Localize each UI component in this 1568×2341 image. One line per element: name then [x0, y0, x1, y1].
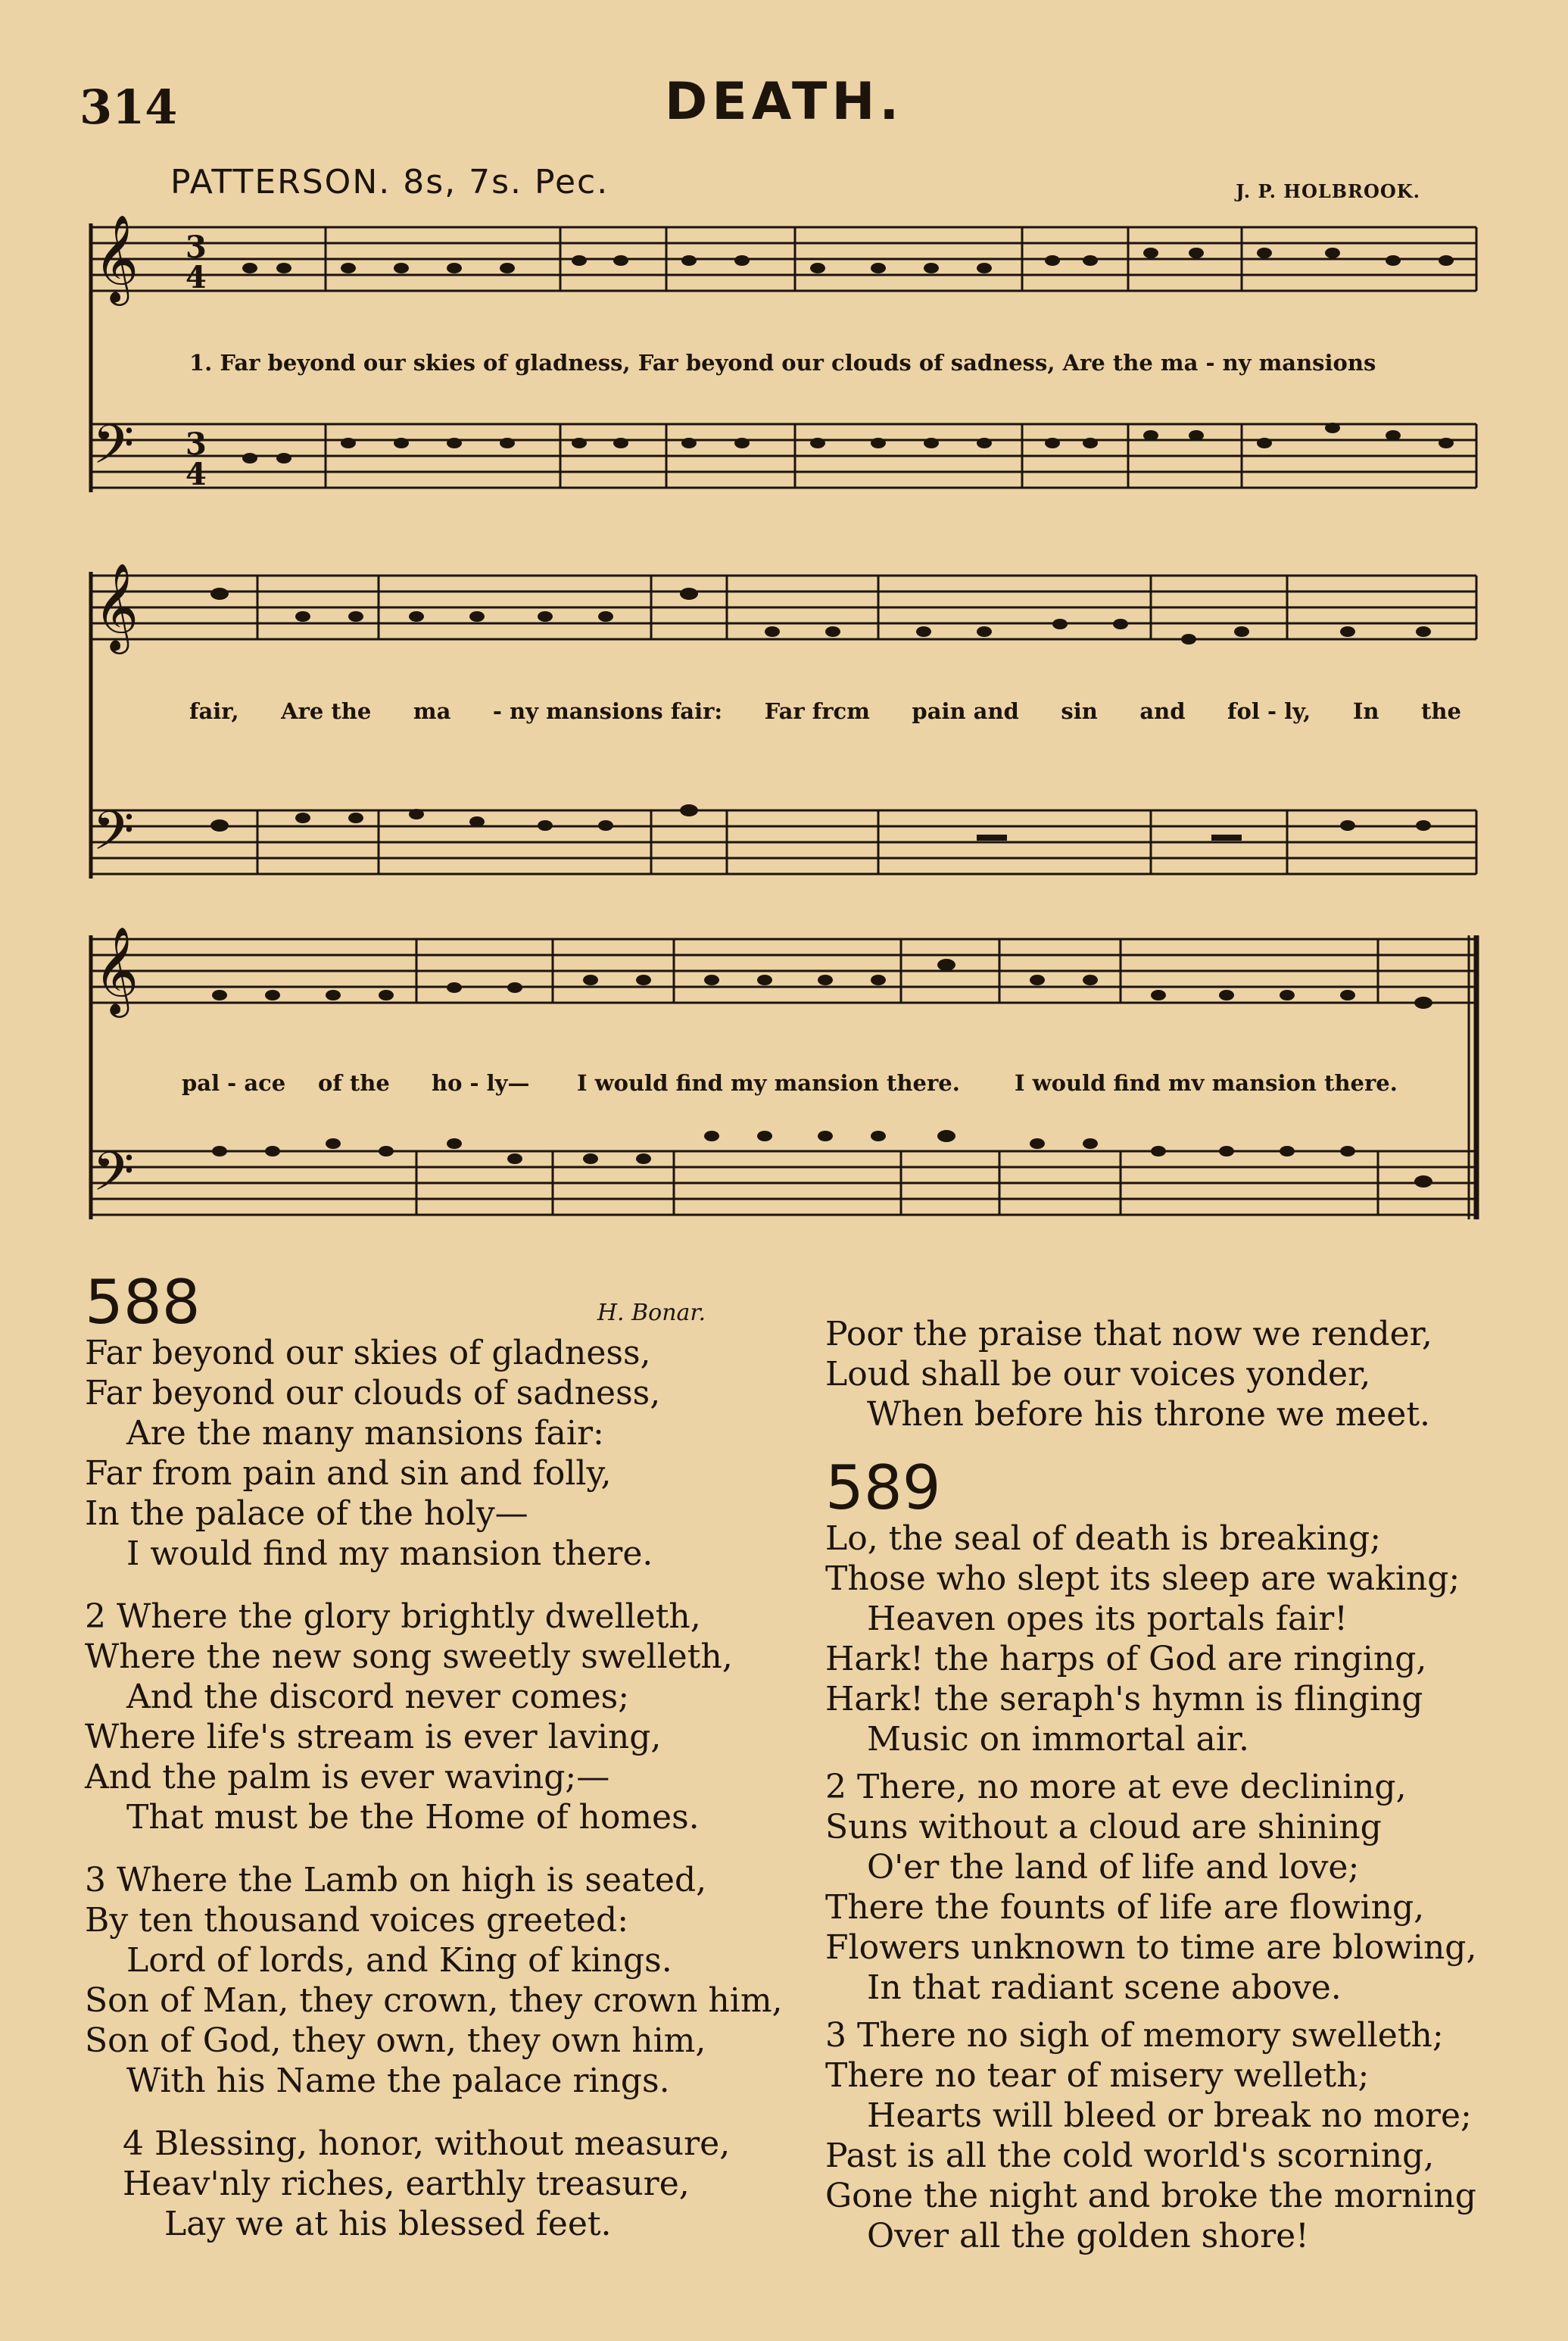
- hymn-number: 588: [85, 1267, 201, 1337]
- lyric-word: sin: [1061, 698, 1098, 724]
- lyric-word: the: [1421, 698, 1461, 724]
- verse-line: 2 There, no more at eve declining,: [825, 1768, 1407, 1806]
- svg-text:4: 4: [185, 260, 207, 295]
- verse-line: Far beyond our clouds of sadness,: [85, 1374, 661, 1412]
- music-lyric-line-3c: ho - ly—: [432, 1070, 530, 1096]
- page-number: 314: [79, 80, 178, 135]
- verse-line: Over all the golden shore!: [867, 2217, 1309, 2255]
- verse-line: 3 Where the Lamb on high is seated,: [85, 1861, 707, 1899]
- verse-line: And the discord never comes;: [126, 1678, 630, 1716]
- music-system-1: [76, 212, 1507, 545]
- music-lyric-line-3b: of the: [318, 1070, 390, 1096]
- hymn-588: [85, 1267, 783, 2244]
- hymn-588-continued: [825, 1314, 1432, 1434]
- verse-line: When before his throne we meet.: [867, 1395, 1431, 1434]
- verse-line: 3 There no sigh of memory swelleth;: [825, 2016, 1444, 2055]
- verse-line: Lay we at his blessed feet.: [164, 2205, 612, 2243]
- verse-line: With his Name the palace rings.: [126, 2062, 670, 2100]
- stanza-3: [825, 2015, 1476, 2256]
- verse-line: 2 Where the glory brightly dwelleth,: [85, 1597, 701, 1636]
- stanza-2: [825, 1767, 1476, 2008]
- verse-line: By ten thousand voices greeted:: [85, 1901, 629, 1940]
- music-system-2: [76, 560, 1507, 894]
- verse-line: There no tear of misery welleth;: [825, 2056, 1370, 2095]
- verse-line: O'er the land of life and love;: [867, 1848, 1360, 1887]
- stanza-2: [85, 1597, 783, 1837]
- tune-name: PATTERSON. 8s, 7s. Pec.: [170, 163, 609, 201]
- composer: J. P. HOLBROOK.: [1236, 180, 1420, 202]
- verse-line: 4 Blessing, honor, without measure,: [123, 2124, 731, 2163]
- stanza-4: [85, 2124, 783, 2244]
- lyric-word: Far frcm: [764, 698, 870, 724]
- verse-line: Flowers unknown to time are blowing,: [825, 1928, 1477, 1967]
- music-lyric-line-1: 1. Far beyond our skies of gladness, Far beyond our clouds of sadness, Are the ma - ny mansions: [189, 350, 1376, 376]
- verse-line: Music on immortal air.: [867, 1720, 1249, 1759]
- lyric-word: pain and: [912, 698, 1019, 724]
- lyric-word: - ny mansions fair:: [492, 698, 723, 724]
- stanza-1: [85, 1333, 783, 1574]
- music-lyric-line-3e: I would find mv mansion there.: [1015, 1070, 1398, 1096]
- verse-line: Lo, the seal of death is breaking;: [825, 1519, 1382, 1558]
- stanza-3: [85, 1860, 783, 2101]
- verse-line: Past is all the cold world's scorning,: [825, 2137, 1435, 2175]
- lyric-word: ma: [413, 698, 451, 724]
- verse-line: In that radiant scene above.: [867, 1968, 1342, 2007]
- verse-line: Gone the night and broke the morning: [825, 2177, 1476, 2215]
- verse-line: Poor the praise that now we render,: [825, 1315, 1432, 1353]
- svg-text:𝄞: 𝄞: [94, 562, 139, 651]
- verse-line: Heaven opes its portals fair!: [867, 1600, 1348, 1638]
- svg-text:3: 3: [185, 426, 207, 462]
- page-title: DEATH.: [664, 72, 904, 132]
- verse-line: Heav'nly riches, earthly treasure,: [123, 2165, 690, 2203]
- verse-line: Son of Man, they crown, they crown him,: [85, 1981, 783, 2020]
- verse-line: I would find my mansion there.: [126, 1534, 653, 1573]
- svg-text:𝄞: 𝄞: [94, 925, 139, 1014]
- svg-text:4: 4: [185, 457, 207, 492]
- lyric-word: fol - ly,: [1227, 698, 1311, 724]
- verse-line: Far beyond our skies of gladness,: [85, 1334, 651, 1372]
- hymn-author: H. Bonar.: [597, 1300, 706, 1326]
- lyric-word: In: [1352, 698, 1379, 724]
- verse-line: Lord of lords, and King of kings.: [126, 1941, 672, 1980]
- verse-line: There the founts of life are flowing,: [825, 1888, 1425, 1927]
- verse-line: In the palace of the holy—: [85, 1494, 528, 1533]
- lyric-word: fair,: [189, 698, 239, 724]
- verse-line: Loud shall be our voices yonder,: [825, 1355, 1371, 1394]
- verse-line: Where life's stream is ever laving,: [85, 1718, 662, 1756]
- svg-text:𝄢: 𝄢: [92, 414, 135, 489]
- svg-text:3: 3: [185, 229, 207, 265]
- verse-line: Son of God, they own, they own him,: [85, 2021, 706, 2060]
- verse-line: Suns without a cloud are shining: [825, 1808, 1382, 1846]
- lyric-word: Are the: [281, 698, 372, 724]
- hymn-589: [825, 1453, 1477, 2256]
- stanza-1: [825, 1519, 1476, 1759]
- verse-line: Those who slept its sleep are waking;: [825, 1559, 1460, 1598]
- svg-text:𝄞: 𝄞: [94, 214, 139, 302]
- verse-line: Hearts will bleed or break no more;: [867, 2096, 1472, 2135]
- verse-line: Far from pain and sin and folly,: [85, 1454, 612, 1493]
- music-lyric-line-3d: I would find my mansion there.: [577, 1070, 960, 1096]
- svg-text:𝄢: 𝄢: [92, 1141, 135, 1216]
- lyric-word: and: [1139, 698, 1186, 724]
- verse-line: Are the many mansions fair:: [126, 1414, 604, 1453]
- svg-text:𝄢: 𝄢: [92, 800, 135, 876]
- music-lyric-line-3a: pal - ace: [182, 1070, 286, 1096]
- verse-line: That must be the Home of homes.: [126, 1798, 700, 1837]
- verse-line: Where the new song sweetly swelleth,: [85, 1637, 733, 1676]
- verse-line: Hark! the harps of God are ringing,: [825, 1640, 1427, 1678]
- music-lyric-line-2: [189, 698, 1461, 724]
- verse-line: Hark! the seraph's hymn is flinging: [825, 1680, 1423, 1718]
- verse-line: And the palm is ever waving;—: [85, 1758, 610, 1796]
- hymn-number: 589: [825, 1453, 941, 1523]
